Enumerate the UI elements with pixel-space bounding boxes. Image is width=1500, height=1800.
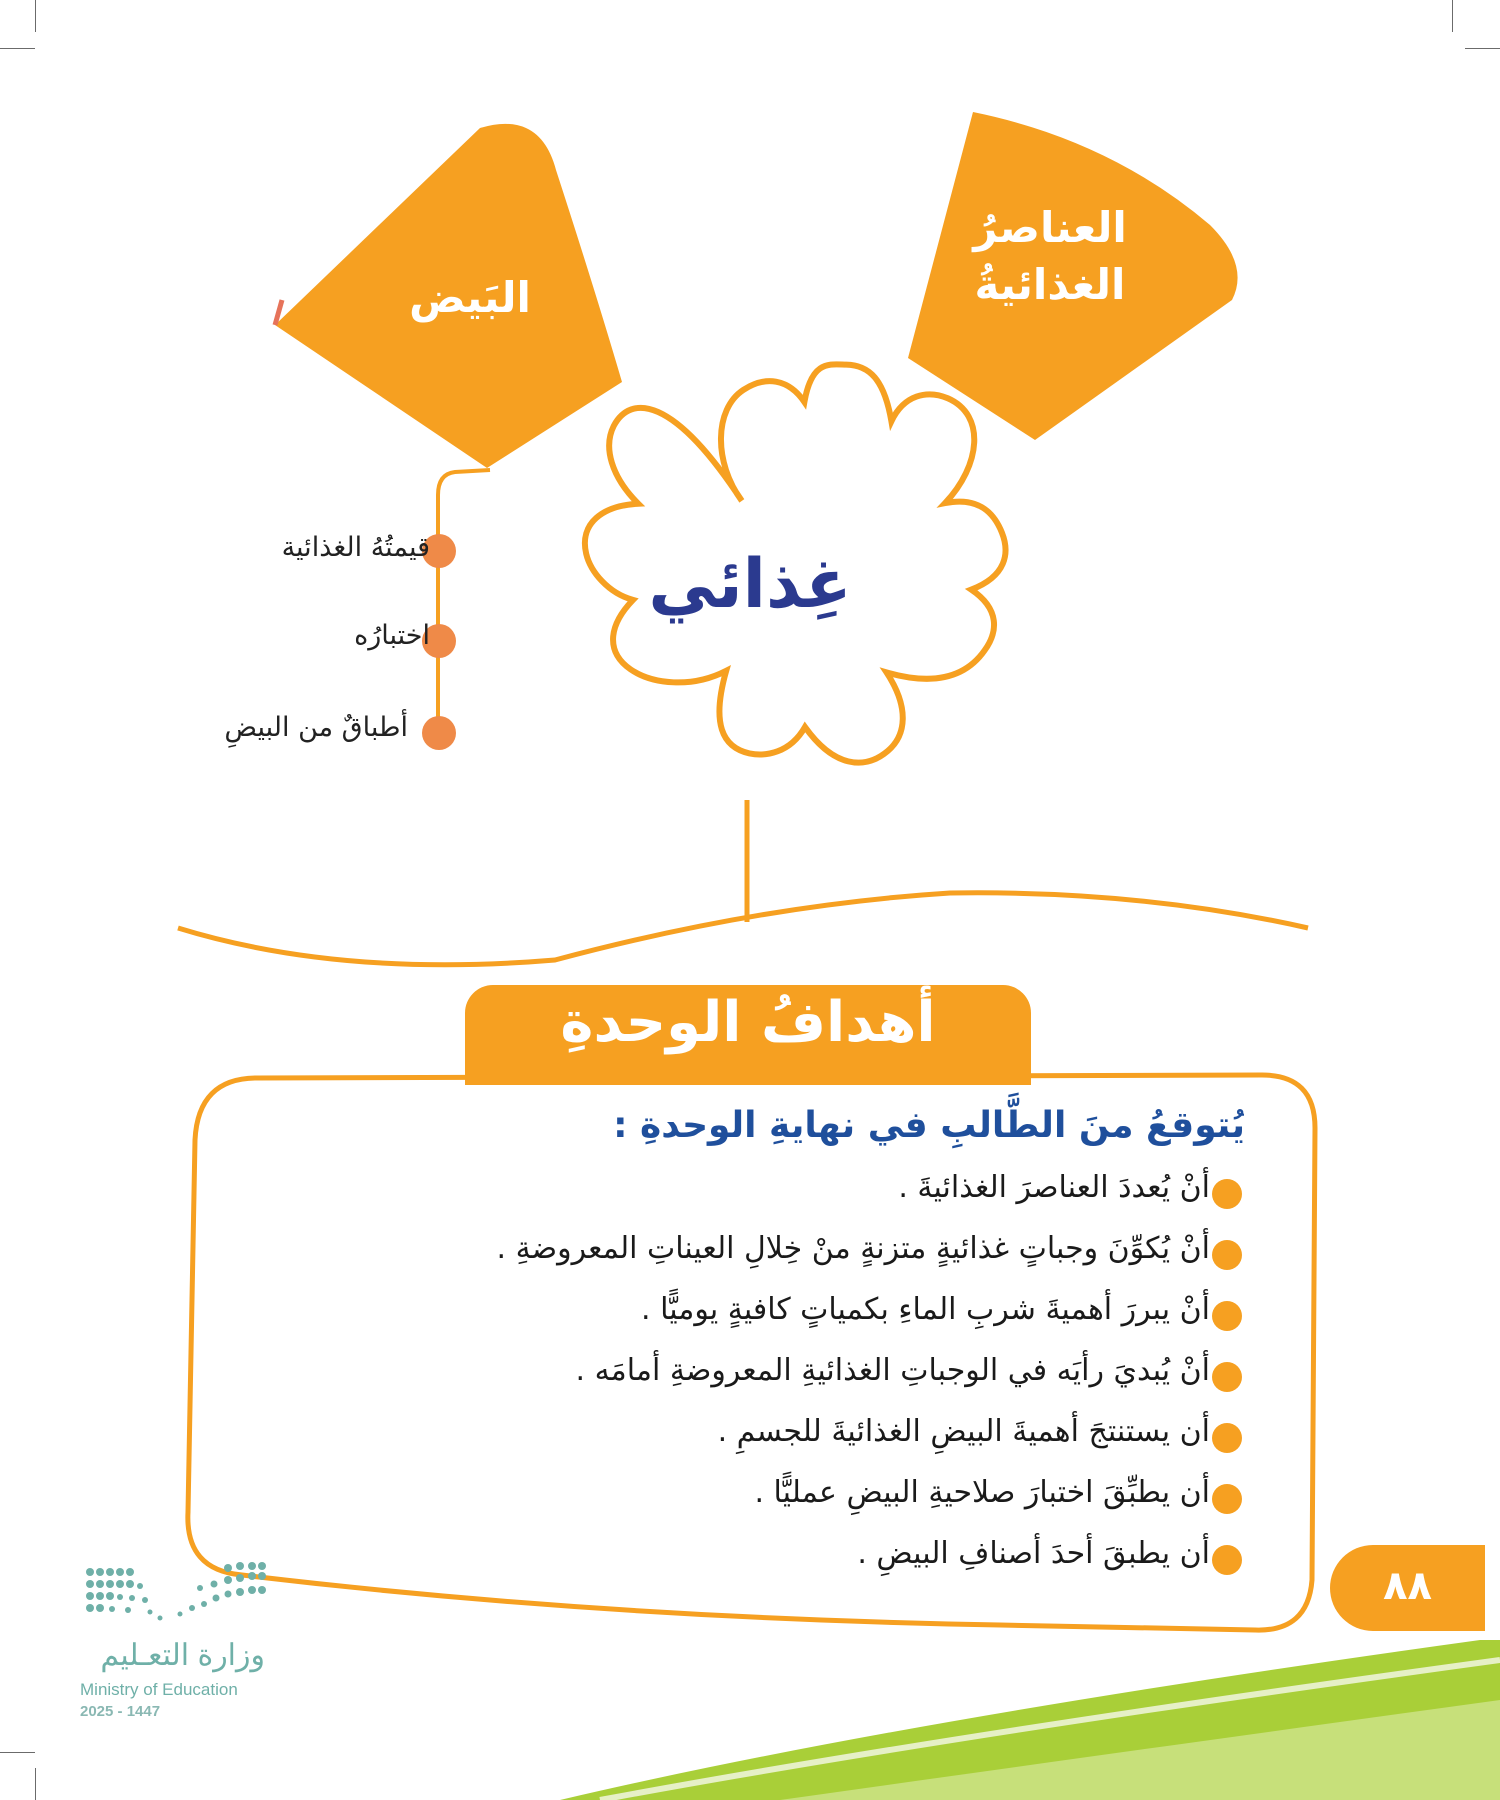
petal-label-nutrients — [960, 200, 1140, 313]
goal-item: أن يطبِّقَ اختبارَ صلاحيةِ البيضِ عمليًّا . — [754, 1475, 1210, 1510]
petal-label-egg: البَيض — [409, 273, 531, 322]
ministry-arabic: وزارة التعـليم — [100, 1639, 265, 1672]
goal-bullet — [1212, 1484, 1242, 1514]
ministry-english: Ministry of Education — [80, 1680, 238, 1699]
goal-bullet — [1212, 1423, 1242, 1453]
goal-item: أنْ يبررَ أهميةَ شربِ الماءِ بكمياتٍ كافيةٍ يوميًّا . — [641, 1292, 1210, 1327]
goal-bullet — [1212, 1240, 1242, 1270]
goal-item: أن يطبقَ أحدَ أصنافِ البيضِ . — [857, 1536, 1210, 1571]
page-number: ٨٨ — [1383, 1563, 1432, 1609]
page-number-badge — [1330, 1545, 1485, 1631]
goal-bullet — [1212, 1545, 1242, 1575]
petal-label-nutrients-line1: العناصرُ — [973, 203, 1127, 252]
ministry-logo-icon — [86, 1562, 266, 1621]
branch-item: أطباقٌ من البيضِ — [224, 712, 408, 743]
branch-item: قيمتُهُ الغذائية — [281, 532, 430, 563]
goal-item: أن يستنتجَ أهميةَ البيضِ الغذائيةَ للجسمِ . — [717, 1414, 1210, 1449]
goal-bullet — [1212, 1301, 1242, 1331]
goal-item: أنْ يُعددَ العناصرَ الغذائيةَ . — [898, 1170, 1210, 1205]
goals-title: أهدافُ الوحدةِ — [560, 990, 936, 1055]
goal-bullet — [1212, 1179, 1242, 1209]
goals-heading: يُتوقعُ منَ الطَّالبِ في نهايةِ الوحدةِ : — [613, 1105, 1245, 1146]
branch-item: اختبارُه — [354, 620, 430, 651]
goal-bullet — [1212, 1362, 1242, 1392]
branch-dot — [422, 716, 456, 750]
goal-item: أنْ يُكوِّنَ وجباتٍ غذائيةٍ متزنةٍ منْ خِلالِ العيناتِ المعروضةِ . — [496, 1231, 1210, 1266]
petal-label-nutrients-line2: الغذائيةُ — [974, 259, 1126, 309]
goal-item: أنْ يُبديَ رأيَه في الوجباتِ الغذائيةِ المعروضةِ أمامَه . — [575, 1353, 1210, 1388]
ground-wave — [178, 893, 1308, 965]
center-word: غِذائي — [648, 545, 852, 624]
ministry-year: 2025 - 1447 — [80, 1703, 161, 1720]
